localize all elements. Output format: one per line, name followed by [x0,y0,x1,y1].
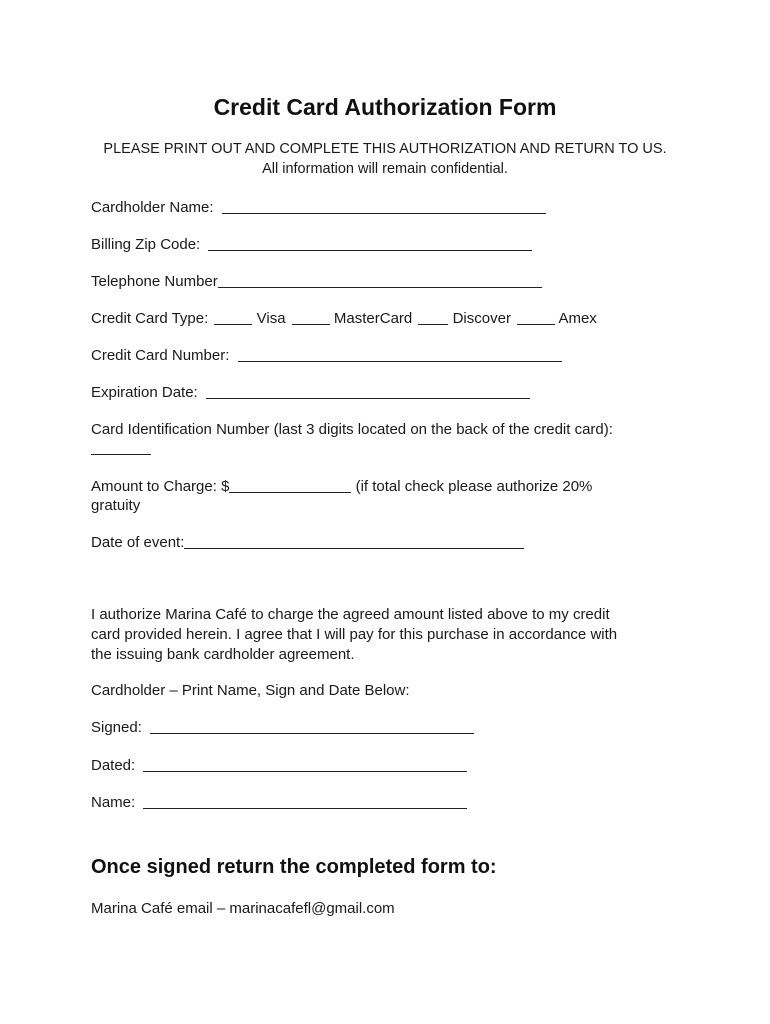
visa-label: Visa [256,310,286,327]
amount-note-row [91,497,140,515]
cardholder-name-label: Cardholder Name: [91,199,214,216]
billing-zip-field[interactable] [208,236,532,251]
card-number-field[interactable] [238,347,562,362]
expiration-label: Expiration Date: [91,384,198,401]
signed-label: Signed: [91,719,142,736]
card-type-label: Credit Card Type: [91,310,209,327]
name-label: Name: [91,794,136,811]
amount-row [91,478,592,496]
telephone-row [91,273,542,291]
signature-intro-text: Cardholder – Print Name, Sign and Date Below: [91,682,410,699]
return-heading: Once signed return the completed form to: [91,856,497,878]
cid-field[interactable] [91,440,151,455]
amount-note: (if total check please authorize 20% [355,478,593,495]
authorization-line-1: I authorize Marina Café to charge the agreed amount listed above to my credit [91,606,610,623]
dated-label: Dated: [91,757,136,774]
instructions-line-1: PLEASE PRINT OUT AND COMPLETE THIS AUTHORIZATION AND RETURN TO US. [103,141,667,157]
dated-row [91,757,467,775]
name-row [91,794,467,812]
authorization-line-2: card provided herein. I agree that I will pay for this purchase in accordance with [91,626,618,643]
visa-checkbox[interactable] [214,310,252,325]
event-date-field[interactable] [184,534,524,549]
signed-field[interactable] [150,719,474,734]
mastercard-checkbox[interactable] [292,310,330,325]
amex-checkbox[interactable] [517,310,555,325]
card-number-label: Credit Card Number: [91,347,230,364]
form-title: Credit Card Authorization Form [213,94,557,120]
billing-zip-label: Billing Zip Code: [91,236,201,253]
return-contact-row [91,900,395,918]
instructions-line-2: All information will remain confidential. [262,161,508,177]
expiration-field[interactable] [206,384,530,399]
authorization-paragraph [91,605,691,665]
telephone-field[interactable] [218,273,542,288]
billing-zip-row [91,236,532,254]
amount-label: Amount to Charge: $ [91,478,230,495]
signed-row [91,719,474,737]
mastercard-label: MasterCard [333,310,413,327]
amount-field[interactable] [229,478,351,493]
event-date-row [91,534,524,552]
cid-row [91,421,613,439]
amount-note-continued: gratuity [91,497,141,514]
discover-checkbox[interactable] [418,310,448,325]
return-contact: Marina Café email – marinacafefl@gmail.com [91,900,395,917]
discover-label: Discover [452,310,511,327]
authorization-line-3: the issuing bank cardholder agreement. [91,646,355,663]
dated-field[interactable] [143,757,467,772]
expiration-row [91,384,530,402]
name-field[interactable] [143,794,467,809]
cid-label: Card Identification Number (last 3 digits located on the back of the credit card): [91,421,613,438]
card-number-row [91,347,562,365]
amex-label: Amex [558,310,597,327]
cardholder-name-field[interactable] [222,199,546,214]
telephone-label: Telephone Number [91,273,218,290]
event-date-label: Date of event: [91,534,185,551]
signature-intro [91,682,410,700]
cid-field-row [91,440,151,458]
cardholder-name-row [91,199,546,217]
card-type-row [91,310,597,328]
